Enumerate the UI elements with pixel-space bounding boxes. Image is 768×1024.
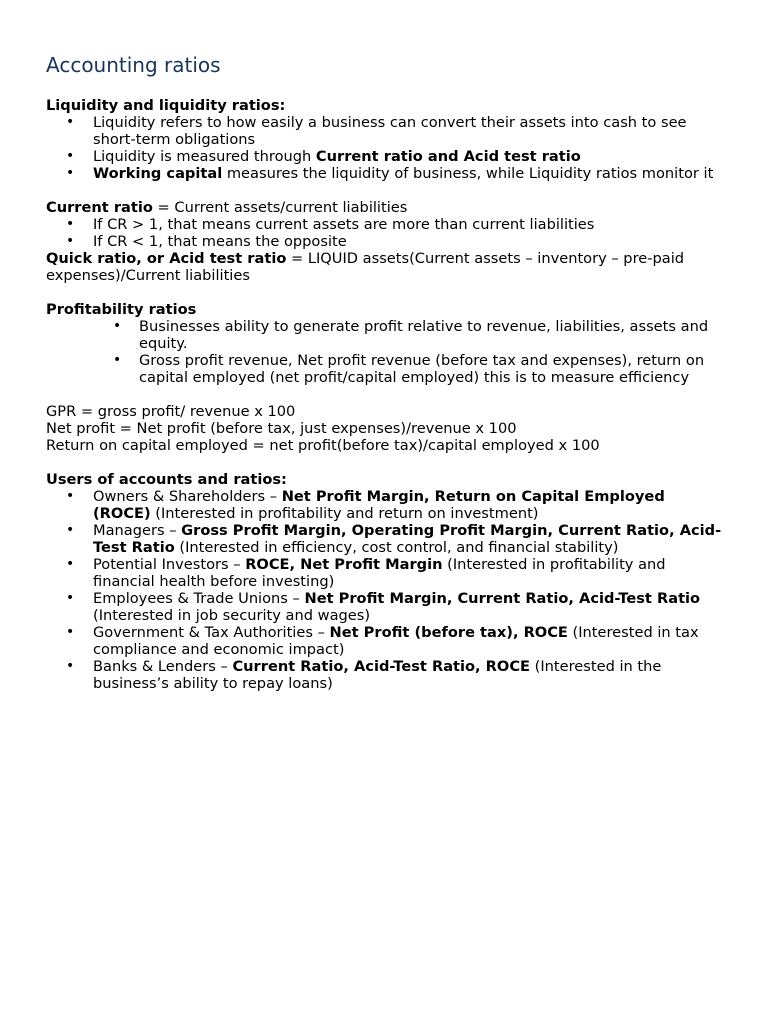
list-item: • Employees & Trade Unions – Net Profit Margin, Current Ratio, Acid-Test Ratio (Interested in job security and wages)	[46, 590, 726, 624]
spacer	[46, 284, 726, 301]
list-item: • Liquidity refers to how easily a business can convert their assets into cash to see short-term obligations	[46, 114, 726, 148]
list-item: • If CR > 1, that means current assets are more than current liabilities	[46, 216, 726, 233]
spacer	[46, 182, 726, 199]
profitability-heading: Profitability ratios	[46, 301, 197, 318]
current-ratio-list	[46, 216, 726, 250]
quick-ratio-line: Quick ratio, or Acid test ratio = LIQUID assets(Current assets – inventory – pre-paid expenses)/Current liabilities	[46, 250, 685, 284]
list-item: • Working capital measures the liquidity of business, while Liquidity ratios monitor it	[46, 165, 726, 182]
liquidity-list	[46, 114, 726, 182]
list-item: • Managers – Gross Profit Margin, Operating Profit Margin, Current Ratio, Acid-Test Ratio (Interested in efficiency, cost control, and financial stability)	[46, 522, 726, 556]
users-list	[46, 488, 726, 692]
list-item: • Liquidity is measured through Current ratio and Acid test ratio	[46, 148, 726, 165]
formula-roce: Return on capital employed = net profit(before tax)/capital employed x 100	[46, 437, 600, 454]
list-item: • Government & Tax Authorities – Net Profit (before tax), ROCE (Interested in tax compliance and economic impact)	[46, 624, 726, 658]
profitability-list	[46, 318, 726, 386]
list-item: • Gross profit revenue, Net profit revenue (before tax and expenses), return on capital employed (net profit/capital employed) this is to measure efficiency	[46, 352, 726, 386]
list-item: • If CR < 1, that means the opposite	[46, 233, 726, 250]
document-body	[46, 97, 726, 692]
formula-gpr: GPR = gross profit/ revenue x 100	[46, 403, 296, 420]
list-item: • Banks & Lenders – Current Ratio, Acid-Test Ratio, ROCE (Interested in the business’s ability to repay loans)	[46, 658, 726, 692]
formula-net-profit: Net profit = Net profit (before tax, just expenses)/revenue x 100	[46, 420, 517, 437]
page-title: Accounting ratios	[46, 53, 221, 77]
list-item: • Businesses ability to generate profit relative to revenue, liabilities, assets and equity.	[46, 318, 726, 352]
users-heading: Users of accounts and ratios:	[46, 471, 287, 488]
list-item: • Owners & Shareholders – Net Profit Margin, Return on Capital Employed (ROCE) (Interested in profitability and return on investment)	[46, 488, 726, 522]
spacer	[46, 454, 726, 471]
liquidity-heading: Liquidity and liquidity ratios:	[46, 97, 286, 114]
spacer	[46, 386, 726, 403]
list-item: • Potential Investors – ROCE, Net Profit Margin (Interested in profitability and financial health before investing)	[46, 556, 726, 590]
current-ratio-line: Current ratio = Current assets/current liabilities	[46, 199, 408, 216]
